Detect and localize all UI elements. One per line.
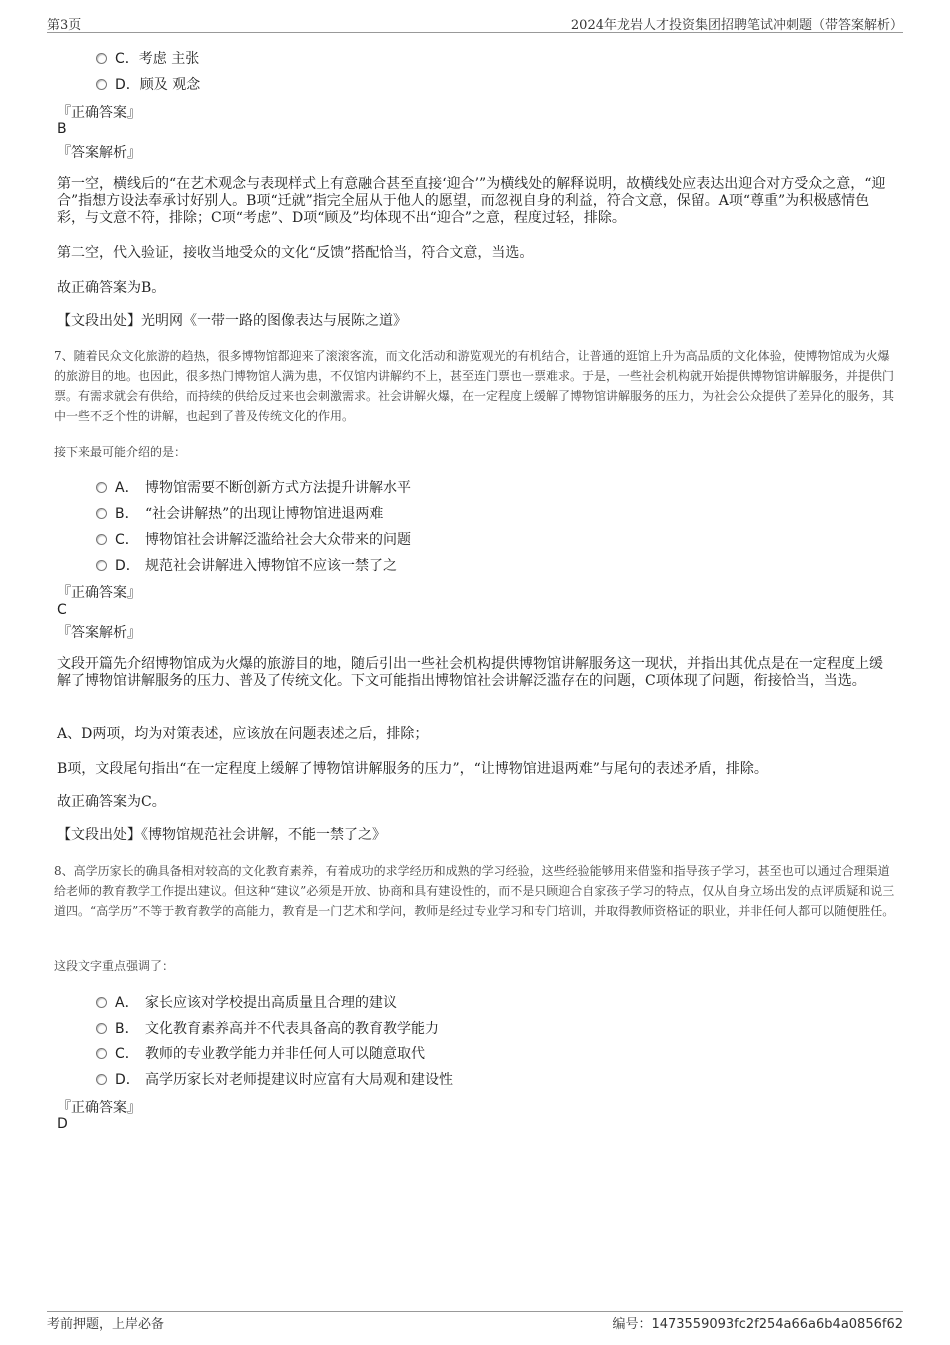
radio-button[interactable] — [96, 1048, 107, 1059]
q7-analysis-label: 『答案解析』 — [57, 625, 141, 641]
q7-correct-label: 『正确答案』 — [57, 585, 141, 601]
q6-option-c[interactable]: C．考虑 主张 — [96, 48, 199, 68]
q6-analysis-para-2: 第二空，代入验证，接收当地受众的文化“反馈”搭配恰当，符合文意，当选。 — [57, 245, 534, 261]
q7-analysis-para-1: 文段开篇先介绍博物馆成为火爆的旅游目的地，随后引出一些社会机构提供博物馆讲解服务这一现状，并指出其优点是在一定程度上缓解了博物馆讲解服务的压力、普及了传统文化。下文可能指出博物馆社会讲解泛滥存在的问题，C项体现了问题，衔接恰当，当选。 — [57, 656, 883, 689]
q8-prompt: 这段文字重点强调了： — [54, 959, 175, 973]
radio-button[interactable] — [96, 79, 107, 90]
q6-correct-label: 『正确答案』 — [57, 105, 141, 121]
page-number: 第3页 — [47, 18, 82, 33]
q6-analysis-para-3: 故正确答案为B。 — [57, 280, 166, 296]
q8-stem: 8、高学历家长的确具备相对较高的文化教育素养，有着成功的求学经历和成熟的学习经验，这些经验能够用来借鉴和指导孩子学习，甚至也可以通过合理渠道给老师的教育教学工作提出建议。但这种“建议”必须是开放、协商和具有建设性的，而不是只顾迎合自家孩子学习的特点，仅从自身立场出发的点评质疑和说三道四。“高学历”不等于教育教学的高能力，教育是一门艺术和学问，教师是经过专业学习和专门培训，并取得教师资格证的职业，并非任何人都可以随便胜任。 — [54, 864, 895, 918]
q6-source: 【文段出处】光明网《一带一路的图像表达与展陈之道》 — [57, 313, 407, 329]
q7-option-a[interactable]: A． 博物馆需要不断创新方式方法提升讲解水平 — [96, 477, 411, 497]
footer-divider — [47, 1311, 903, 1312]
document-code-label: 编号： — [612, 1317, 652, 1332]
q7-prompt: 接下来最可能介绍的是： — [54, 445, 187, 459]
q6-analysis-para-1: 第一空，横线后的“在艺术观念与表现样式上有意融合甚至直接‘迎合’”为横线处的解释说明，故横线处应表达出迎合对方受众之意，“迎合”指想方设法奉承讨好别人。B项“迁就”指完全屈从于他人的愿望，而忽视自身的利益，符合文意，保留。A项“尊重”为积极感情色彩，与文意不符，排除；C项“考虑”、D项“顾及”均体现不出“迎合”之意，程度过轻，排除。 — [57, 176, 886, 226]
document-code — [612, 1313, 903, 1332]
q7-source: 【文段出处】《博物馆规范社会讲解，不能一禁了之》 — [57, 827, 386, 843]
q7-option-b[interactable]: B． “社会讲解热”的出现让博物馆进退两难 — [96, 503, 383, 523]
radio-button[interactable] — [96, 997, 107, 1008]
header-divider — [47, 32, 903, 33]
q7-option-c[interactable]: C． 博物馆社会讲解泛滥给社会大众带来的问题 — [96, 529, 411, 549]
q8-option-b[interactable]: B． 文化教育素养高并不代表具备高的教育教学能力 — [96, 1018, 439, 1038]
q8-answer: D — [57, 1116, 68, 1132]
radio-button[interactable] — [96, 534, 107, 545]
radio-button[interactable] — [96, 508, 107, 519]
q7-stem: 7、随着民众文化旅游的趋热，很多博物馆都迎来了滚滚客流，而文化活动和游览观光的有机结合，让普通的逛馆上升为高品质的文化体验，使博物馆成为火爆的旅游目的地。也因此，很多热门博物馆人满为患，不仅馆内讲解约不上，甚至连门票也一票难求。于是，一些社会机构就开始提供博物馆讲解服务，并提供门票。有需求就会有供给，而持续的供给反过来也会刺激需求。社会讲解火爆，在一定程度上缓解了博物馆讲解服务的压力，为社会公众提供了差异化的服务，其中一些不乏个性的讲解，也起到了普及传统文化的作用。 — [54, 349, 895, 423]
q7-option-d[interactable]: D． 规范社会讲解进入博物馆不应该一禁了之 — [96, 555, 397, 575]
document-code-value: 1473559093fc2f254a66a6b4a0856f62 — [651, 1317, 903, 1332]
q8-option-c[interactable]: C． 教师的专业教学能力并非任何人可以随意取代 — [96, 1043, 425, 1063]
q8-option-a[interactable]: A． 家长应该对学校提出高质量且合理的建议 — [96, 992, 397, 1012]
q8-option-d[interactable]: D． 高学历家长对老师提建议时应富有大局观和建设性 — [96, 1069, 453, 1089]
radio-button[interactable] — [96, 482, 107, 493]
radio-button[interactable] — [96, 1074, 107, 1085]
q6-analysis-label: 『答案解析』 — [57, 145, 141, 161]
q8-correct-label: 『正确答案』 — [57, 1100, 141, 1116]
radio-button[interactable] — [96, 53, 107, 64]
q6-answer: B — [57, 121, 67, 137]
q7-analysis-para-3: B项，文段尾句指出“在一定程度上缓解了博物馆讲解服务的压力”，“让博物馆进退两难”与尾句的表述矛盾，排除。 — [57, 761, 768, 777]
footer-slogan: 考前押题，上岸必备 — [47, 1317, 165, 1332]
q7-analysis-para-4: 故正确答案为C。 — [57, 794, 166, 810]
q7-answer: C — [57, 602, 67, 618]
q6-option-d[interactable]: D．顾及 观念 — [96, 74, 200, 94]
q7-analysis-para-2: A、D两项，均为对策表述，应该放在问题表述之后，排除； — [57, 726, 429, 742]
radio-button[interactable] — [96, 560, 107, 571]
radio-button[interactable] — [96, 1023, 107, 1034]
document-title: 2024年龙岩人才投资集团招聘笔试冲刺题（带答案解析） — [570, 18, 903, 33]
